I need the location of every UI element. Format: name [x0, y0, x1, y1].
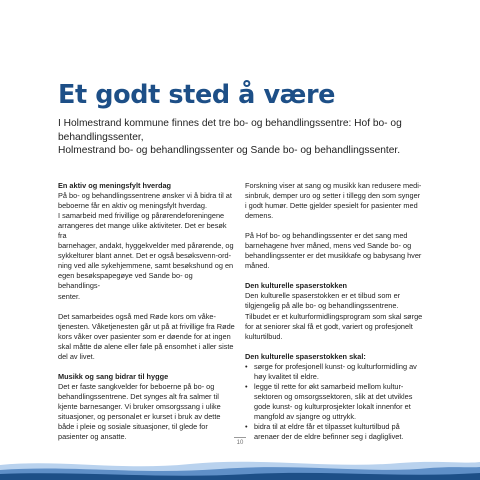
page-number: 10: [236, 440, 244, 446]
text-line: sektoren og omsorgssektoren, slik at det utvikles: [254, 391, 413, 401]
text-line: barnehagene hver måned, mens ved Sande bo- og: [245, 241, 412, 251]
text-line: arrangeres det mange ulike aktiviteter. Det er besøk fra: [58, 221, 227, 241]
section-heading-cane-goals: Den kulturelle spaserstokken skal:: [245, 351, 366, 361]
right-column: [245, 181, 427, 442]
text-line: egen besøkspapegøye ved Sande bo- og behandlings-: [58, 271, 193, 291]
list-item: [245, 362, 427, 382]
text-line: sinbruk, demper uro og setter i tillegg den som synger: [245, 191, 421, 201]
paragraph-kindergarten: [245, 231, 427, 271]
text-line: sykkelturer blant annet. Det er også besøksvenn-ord-: [58, 251, 232, 261]
text-line: kjente barnesanger. Vi bruker omsorgssang i ulike: [58, 401, 221, 411]
text-line: På Hof bo- og behandlingssenter er det sang med: [245, 231, 408, 241]
text-line: Tilbudet er et kulturformidlingsprogram som skal sørge: [245, 311, 423, 321]
text-line: i godt humør. Dette gjelder spesielt for pasienter med: [245, 201, 418, 211]
wave-decoration: [0, 455, 480, 480]
text-line: høy kvalitet til eldre.: [254, 371, 319, 381]
intro-line: Holmestrand bo- og behandlingssenter og Sande bo- og behandlingssenter.: [58, 145, 401, 157]
text-line: demens.: [245, 211, 274, 221]
text-line: barnehager, andakt, hyggekvelder med pårørende, og: [58, 241, 234, 251]
text-line: Den kulturelle spaserstokken er et tilbud som er: [245, 291, 401, 301]
text-line: behandlingssentrene. Det synges alt fra salmer til: [58, 391, 219, 401]
text-line: beboerne får en aktiv og meningsfylt hverdag.: [58, 201, 208, 211]
text-line: kulturtilbud.: [245, 331, 283, 341]
section-heading-cane: Den kulturelle spaserstokken: [245, 281, 348, 291]
intro-paragraph: [58, 117, 448, 158]
text-line: Forskning viser at sang og musikk kan redusere medi-: [245, 181, 422, 190]
intro-line: I Holmestrand kommune finnes det tre bo- og behandlingssentre: Hof bo- og behandlingssenter,: [58, 118, 402, 143]
section-heading-activity: En aktiv og meningsfylt hverdag: [58, 181, 172, 190]
text-line: del av livet.: [58, 351, 95, 361]
text-line: Det samarbeides også med Røde kors om våke-: [58, 311, 216, 321]
text-line: Det er faste sangkvelder for beboerne på bo- og: [58, 381, 215, 391]
text-line: tilgjengelig på alle bo- og behandlingssentrene.: [245, 301, 399, 311]
text-line: gode kunst- og kulturprosjekter lokalt innenfor et: [254, 401, 411, 411]
text-line: bidra til at eldre får et tilpasset kulturtilbud på: [254, 421, 400, 431]
text-line: kors våker over pasienter som er døende for at ingen: [58, 331, 231, 341]
text-line: skal måtte dø alene eller føle på ensomhet i aller siste: [58, 341, 234, 351]
text-line: sørge for profesjonell kunst- og kulturformidling av: [254, 361, 417, 371]
text-line: både i pleie og sosiale situasjoner, til glede for: [58, 422, 208, 432]
text-line: På bo- og behandlingssentrene ønsker vi å bidra til at: [58, 191, 232, 201]
text-line: for at seniorer skal få et godt, variert og profesjonelt: [245, 321, 413, 331]
text-line: situasjoner, og personalet er kurset i bruk av dette: [58, 411, 221, 421]
paragraph-activity: [58, 191, 236, 302]
paragraph-research: [245, 181, 427, 221]
paragraph-cane: [245, 291, 427, 341]
text-line: tjenesten. Våketjenesten går ut på at frivillige fra Røde: [58, 321, 235, 331]
section-heading-music: Musikk og sang bidrar til hygge: [58, 371, 169, 381]
text-line: behandlingssenter er det musikkafe og babysang hver: [245, 251, 422, 261]
goals-list: [245, 362, 427, 442]
text-line: arenaer der de eldre befinner seg i dagliglivet.: [254, 432, 404, 442]
text-line: måned.: [245, 261, 270, 271]
list-item: [245, 382, 427, 422]
paragraph-music: [58, 382, 236, 442]
text-line: senter.: [58, 291, 81, 301]
paragraph-vigil: [58, 312, 236, 362]
text-line: legge til rette for økt samarbeid mellom kultur-: [254, 381, 404, 391]
text-line: I samarbeid med frivillige og pårørendeforeningene: [58, 211, 225, 221]
page-number-rule: [234, 437, 246, 438]
text-line: ning ved alle sykehjemmene, samt besøkshund og en: [58, 261, 234, 271]
text-line: pasienter og ansatte.: [58, 432, 127, 442]
page-title: Et godt sted å være: [58, 80, 336, 110]
text-line: mangfold av sjangre og uttrykk.: [254, 411, 357, 421]
left-column: [58, 181, 236, 442]
